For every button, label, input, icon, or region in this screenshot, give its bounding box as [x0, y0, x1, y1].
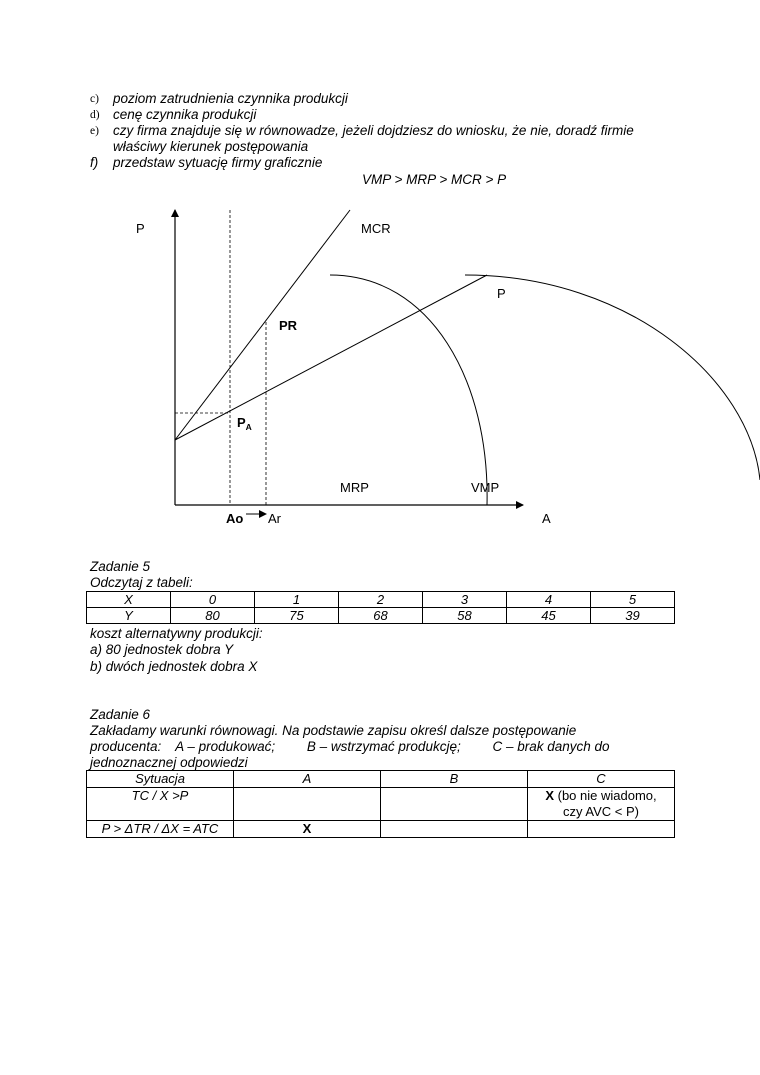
column-header: C — [528, 771, 675, 788]
price-label: P — [497, 286, 506, 301]
table-cell: 2 — [339, 592, 423, 608]
list-text: czy firma znajduje się w równowadze, jeżeli dojdziesz do wniosku, że nie, doradź firmie — [113, 123, 634, 138]
situation-cell: TC / X >P — [87, 788, 234, 821]
svg-text:PA — [237, 415, 252, 432]
list-text: poziom zatrudnienia czynnika produkcji — [113, 91, 348, 106]
zadanie6-option-a: A – produkować; — [175, 739, 276, 754]
table-cell — [528, 821, 675, 838]
list-marker: f) — [90, 155, 99, 170]
table-cell: 80 — [171, 608, 255, 624]
zadanie6-option-c: C – brak danych do — [492, 739, 610, 754]
table-cell — [528, 788, 675, 821]
zadanie5-heading — [90, 559, 193, 591]
column-header: B — [381, 771, 528, 788]
table-header-row — [87, 771, 675, 788]
mcr-label: MCR — [361, 221, 391, 236]
pr-label: PR — [279, 318, 298, 333]
mcr-line — [175, 210, 350, 440]
zadanie6-line1: Zakładamy warunki równowagi. Na podstawie zapisu określ dalsze postępowanie — [90, 723, 577, 738]
list-text: cenę czynnika produkcji — [113, 107, 257, 122]
production-possibilities-table — [86, 591, 675, 624]
table-cell: 39 — [591, 608, 675, 624]
table-cell: X — [87, 592, 171, 608]
y-axis-label: P — [136, 221, 145, 236]
zadanie6-line3: jednoznacznej odpowiedzi — [90, 755, 248, 770]
table-cell: 75 — [255, 608, 339, 624]
table-row — [87, 592, 675, 608]
table-cell: 4 — [507, 592, 591, 608]
situation-cell: P > ΔTR / ΔX = ATC — [87, 821, 234, 838]
ar-label: Ar — [268, 511, 281, 526]
vmp-label: VMP — [471, 480, 500, 495]
zadanie5-subtitle: Odczytaj z tabeli: — [90, 575, 193, 590]
table-cell: 3 — [423, 592, 507, 608]
equilibrium-condition: VMP > MRP > MCR > P — [362, 172, 507, 187]
list-marker: e) — [90, 125, 99, 137]
column-header: A — [234, 771, 381, 788]
zadanie5-item-b: b) dwóch jednostek dobra X — [90, 658, 258, 674]
ao-label: Ao — [226, 511, 244, 526]
answer-mark: X — [545, 788, 555, 803]
table-cell: Y — [87, 608, 171, 624]
table-cell — [234, 788, 381, 821]
zadanie5-question: koszt alternatywny produkcji: — [90, 626, 263, 641]
zadanie5-item-a: a) 80 jednostek dobra Y — [90, 642, 234, 658]
table-row — [87, 821, 675, 838]
table-cell: 45 — [507, 608, 591, 624]
list-marker: c) — [90, 93, 99, 105]
table-cell: 68 — [339, 608, 423, 624]
x-axis-label: A — [542, 511, 551, 526]
list-text: przedstaw sytuację firmy graficznie — [113, 155, 323, 170]
table-cell — [381, 821, 528, 838]
table-row — [87, 788, 675, 821]
table-cell: 0 — [171, 592, 255, 608]
table-cell: 1 — [255, 592, 339, 608]
answer-mark: X — [234, 821, 381, 838]
decision-table — [86, 770, 675, 838]
zadanie6-instructions — [90, 707, 650, 771]
column-header: Sytuacja — [87, 771, 234, 788]
table-cell: 58 — [423, 608, 507, 624]
list-text: właściwy kierunek postępowania — [113, 139, 309, 154]
table-row — [87, 608, 675, 624]
answer-note: (bo nie wiadomo, — [554, 788, 657, 803]
pa-label-subscript: A — [245, 422, 252, 432]
answer-note: czy AVC < P) — [563, 804, 639, 819]
zadanie6-line2-prefix: producenta: — [90, 739, 162, 754]
list-marker: d) — [90, 109, 100, 121]
zadanie6-line2 — [90, 739, 650, 755]
zadanie5-questions — [90, 626, 263, 675]
zadanie6-title: Zadanie 6 — [90, 707, 151, 722]
zadanie5-title: Zadanie 5 — [90, 559, 151, 574]
pa-label: P — [237, 415, 246, 430]
table-cell — [381, 788, 528, 821]
table-cell: 5 — [591, 592, 675, 608]
vmp-curve — [465, 275, 760, 480]
mrp-curve — [330, 275, 487, 505]
mrp-label: MRP — [340, 480, 369, 495]
zadanie6-option-b: B – wstrzymać produkcję; — [306, 739, 461, 754]
price-line — [175, 275, 487, 440]
